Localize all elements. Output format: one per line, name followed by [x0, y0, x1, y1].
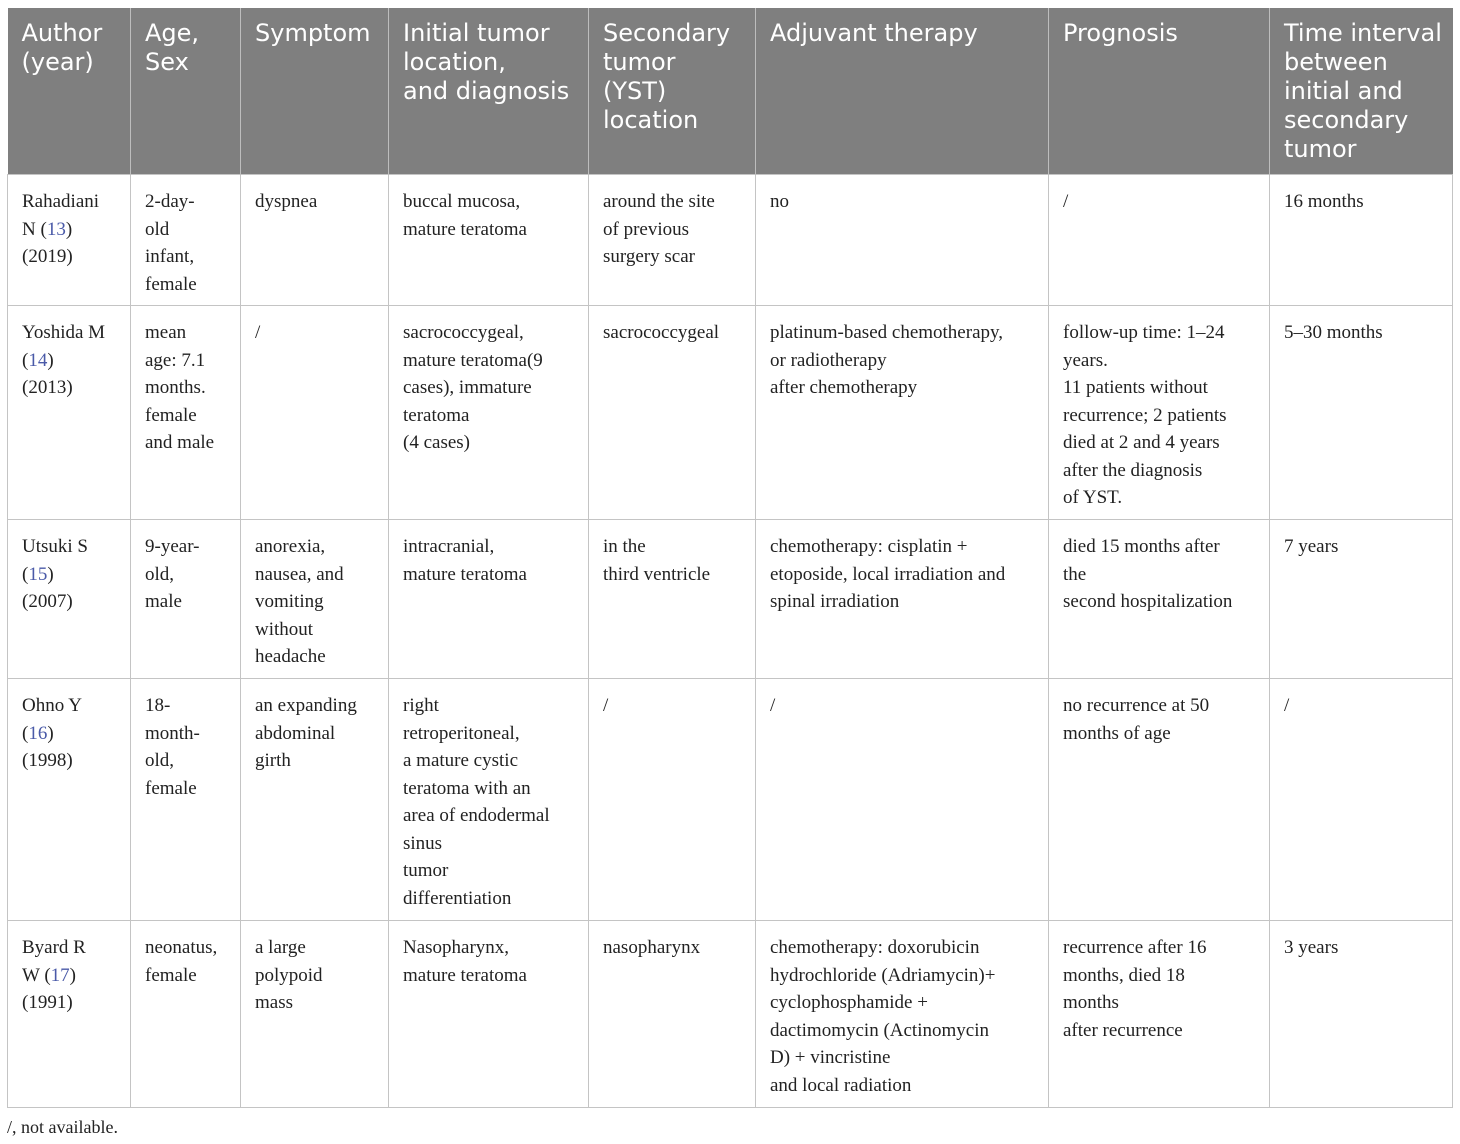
initial-tumor-cell: Nasopharynx, mature teratoma — [389, 921, 589, 1108]
table-row — [8, 175, 1453, 306]
reference-link[interactable]: 14 — [28, 349, 48, 371]
table-row — [8, 306, 1453, 520]
header-adjuvant-therapy: Adjuvant therapy — [756, 8, 1049, 175]
reference-link[interactable]: 13 — [46, 218, 66, 240]
author-cell: Yoshida M (14) (2013) — [8, 306, 131, 520]
reference-link[interactable]: 16 — [28, 722, 48, 744]
adjuvant-therapy-cell: platinum-based chemotherapy, or radiotherapy after chemotherapy — [756, 306, 1049, 520]
author-cell: Utsuki S (15) (2007) — [8, 520, 131, 679]
age-sex-cell: mean age: 7.1 months. female and male — [131, 306, 241, 520]
time-interval-cell: / — [1270, 679, 1453, 921]
prognosis-cell: / — [1049, 175, 1270, 306]
author-cell: Rahadiani N (13) (2019) — [8, 175, 131, 306]
time-interval-cell: 7 years — [1270, 520, 1453, 679]
header-initial-tumor: Initial tumor location, and diagnosis — [389, 8, 589, 175]
prognosis-cell: follow-up time: 1–24 years. 11 patients without recurrence; 2 patients died at 2 and 4 years after the diagnosis of YST. — [1049, 306, 1270, 520]
header-author-year: Author (year) — [8, 8, 131, 175]
secondary-tumor-cell: sacrococcygeal — [589, 306, 756, 520]
table-row — [8, 520, 1453, 679]
symptom-cell: a large polypoid mass — [241, 921, 389, 1108]
time-interval-cell: 3 years — [1270, 921, 1453, 1108]
reference-link[interactable]: 15 — [28, 563, 48, 585]
symptom-cell: an expanding abdominal girth — [241, 679, 389, 921]
author-cell: Ohno Y (16) (1998) — [8, 679, 131, 921]
adjuvant-therapy-cell: no — [756, 175, 1049, 306]
prognosis-cell: died 15 months after the second hospitalization — [1049, 520, 1270, 679]
initial-tumor-cell: right retroperitoneal, a mature cystic teratoma with an area of endodermal sinus tumor differentiation — [389, 679, 589, 921]
literature-table — [7, 8, 1453, 1108]
reference-link[interactable]: 17 — [50, 964, 70, 986]
secondary-tumor-cell: nasopharynx — [589, 921, 756, 1108]
symptom-cell: dyspnea — [241, 175, 389, 306]
secondary-tumor-cell: / — [589, 679, 756, 921]
table-footnote: /, not available. — [7, 1117, 118, 1137]
initial-tumor-cell: buccal mucosa, mature teratoma — [389, 175, 589, 306]
header-symptom: Symptom — [241, 8, 389, 175]
symptom-cell: / — [241, 306, 389, 520]
initial-tumor-cell: intracranial, mature teratoma — [389, 520, 589, 679]
age-sex-cell: 2-day- old infant, female — [131, 175, 241, 306]
header-secondary-tumor: Secondary tumor (YST) location — [589, 8, 756, 175]
header-prognosis: Prognosis — [1049, 8, 1270, 175]
table-row — [8, 679, 1453, 921]
secondary-tumor-cell: around the site of previous surgery scar — [589, 175, 756, 306]
age-sex-cell: neonatus, female — [131, 921, 241, 1108]
age-sex-cell: 9-year- old, male — [131, 520, 241, 679]
time-interval-cell: 5–30 months — [1270, 306, 1453, 520]
symptom-cell: anorexia, nausea, and vomiting without headache — [241, 520, 389, 679]
time-interval-cell: 16 months — [1270, 175, 1453, 306]
header-age-sex: Age, Sex — [131, 8, 241, 175]
secondary-tumor-cell: in the third ventricle — [589, 520, 756, 679]
adjuvant-therapy-cell: chemotherapy: doxorubicin hydrochloride (Adriamycin)+ cyclophosphamide + dactimomycin (Actinomycin D) + vincristine and local radiation — [756, 921, 1049, 1108]
prognosis-cell: recurrence after 16 months, died 18 months after recurrence — [1049, 921, 1270, 1108]
author-cell: Byard R W (17) (1991) — [8, 921, 131, 1108]
prognosis-cell: no recurrence at 50 months of age — [1049, 679, 1270, 921]
adjuvant-therapy-cell: / — [756, 679, 1049, 921]
initial-tumor-cell: sacrococcygeal, mature teratoma(9 cases), immature teratoma (4 cases) — [389, 306, 589, 520]
age-sex-cell: 18- month- old, female — [131, 679, 241, 921]
header-time-interval: Time interval between initial and secondary tumor — [1270, 8, 1453, 175]
adjuvant-therapy-cell: chemotherapy: cisplatin + etoposide, local irradiation and spinal irradiation — [756, 520, 1049, 679]
table-row — [8, 921, 1453, 1108]
header-row — [8, 8, 1453, 175]
